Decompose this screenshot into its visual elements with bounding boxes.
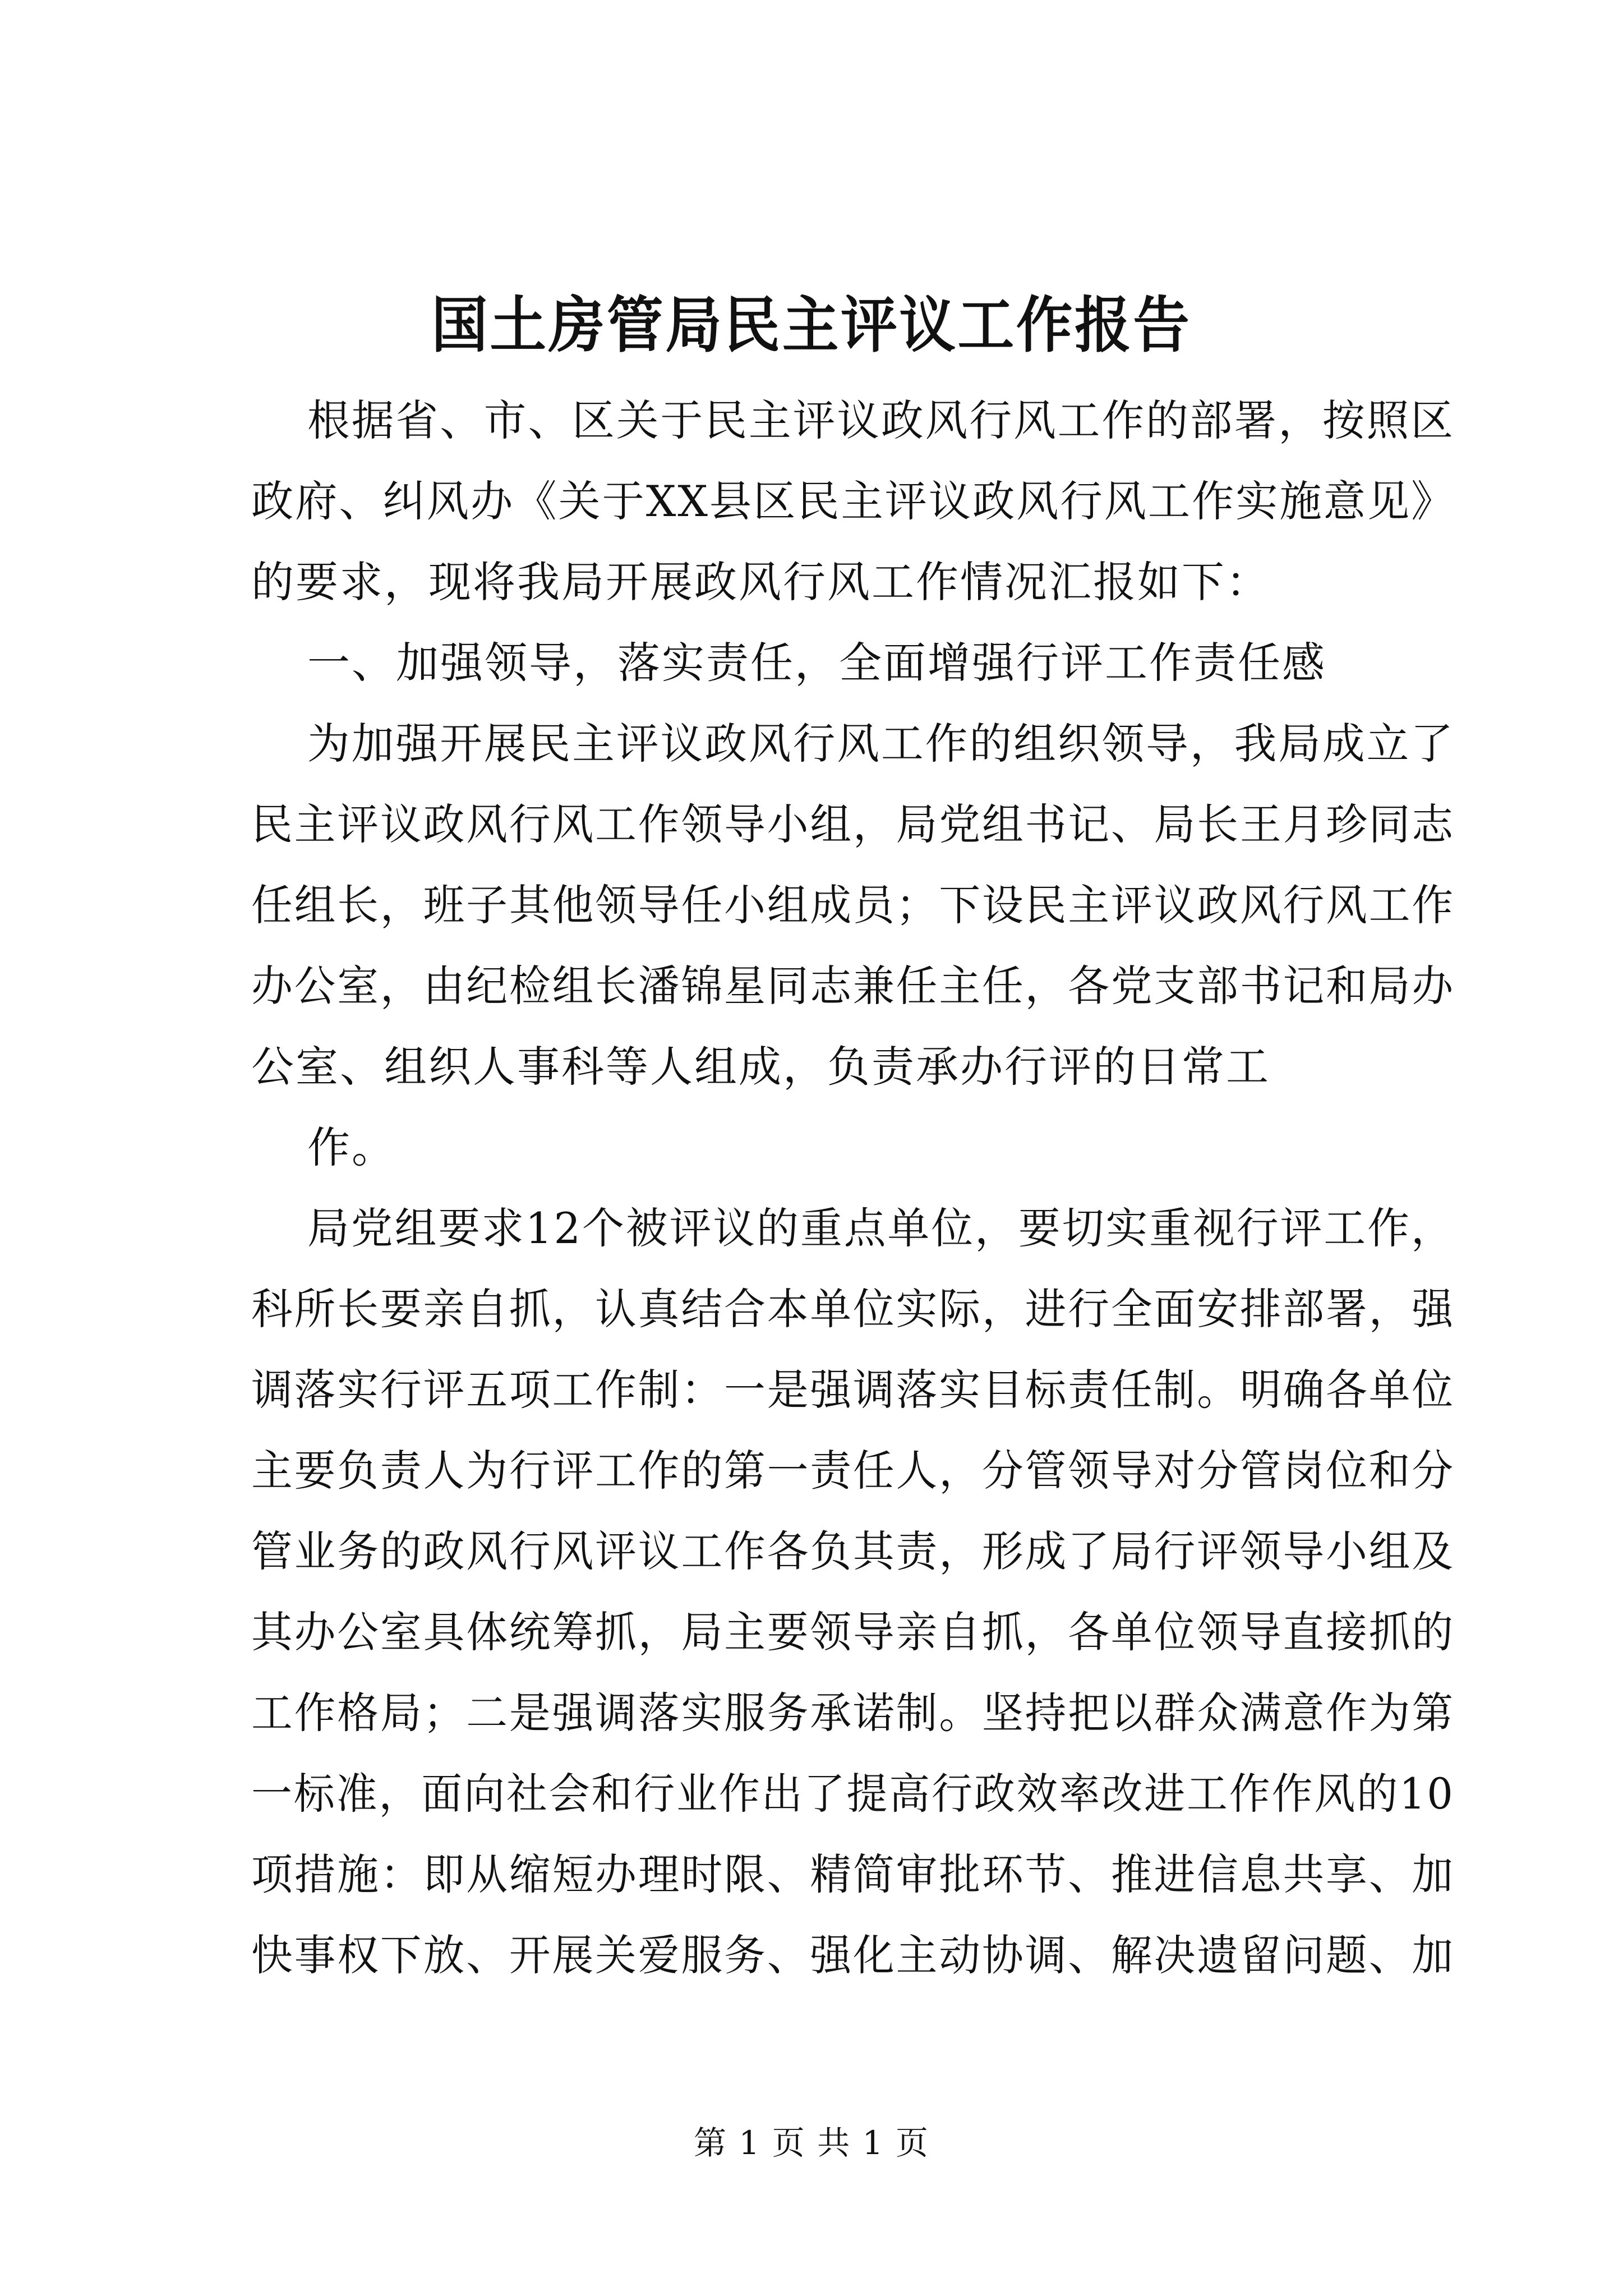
body-line: 为加强开展民主评议政风行风工作的组织领导，我局成立了 [307, 719, 1455, 769]
body-line: 民主评议政风行风工作领导小组，局党组书记、局长王月珍同志 [251, 799, 1455, 849]
body-line: 调落实行评五项工作制：一是强调落实目标责任制。明确各单位 [251, 1365, 1455, 1415]
page-number-footer: 第 1 页 共 1 页 [694, 2124, 929, 2162]
body-line: 办公室，由纪检组长潘锦星同志兼任主任，各党支部书记和局办 [251, 961, 1455, 1011]
body-line: 任组长，班子其他领导任小组成员；下设民主评议政风行风工作 [251, 880, 1455, 930]
document-title: 国土房管局民主评议工作报告 [431, 290, 1192, 361]
section-heading: 一、加强领导，落实责任，全面增强行评工作责任感 [307, 638, 1326, 688]
body-line: 项措施：即从缩短办理时限、精简审批环节、推进信息共享、加 [251, 1849, 1455, 1899]
body-line: 其办公室具体统筹抓，局主要领导亲自抓，各单位领导直接抓的 [251, 1607, 1455, 1657]
body-line: 公室、组织人事科等人组成，负责承办行评的日常工 [251, 1042, 1270, 1092]
body-line: 的要求，现将我局开展政风行风工作情况汇报如下： [251, 557, 1270, 607]
body-line: 主要负责人为行评工作的第一责任人，分管领导对分管岗位和分 [251, 1446, 1455, 1496]
body-line: 作。 [307, 1122, 396, 1172]
body-line: 一标准，面向社会和行业作出了提高行政效率改进工作作风的10 [251, 1769, 1455, 1819]
body-line: 政府、纠风办《关于XX县区民主评议政风行风工作实施意见》 [251, 476, 1455, 526]
body-line: 快事权下放、开展关爱服务、强化主动协调、解决遗留问题、加 [251, 1930, 1455, 1980]
body-line: 根据省、市、区关于民主评议政风行风工作的部署，按照区 [307, 395, 1455, 445]
body-line: 科所长要亲自抓，认真结合本单位实际，进行全面安排部署，强 [251, 1284, 1455, 1334]
body-line: 工作格局；二是强调落实服务承诺制。坚持把以群众满意作为第 [251, 1688, 1455, 1738]
body-line: 管业务的政风行风评议工作各负其责，形成了局行评领导小组及 [251, 1526, 1455, 1576]
body-line: 局党组要求12个被评议的重点单位，要切实重视行评工作， [307, 1203, 1455, 1253]
